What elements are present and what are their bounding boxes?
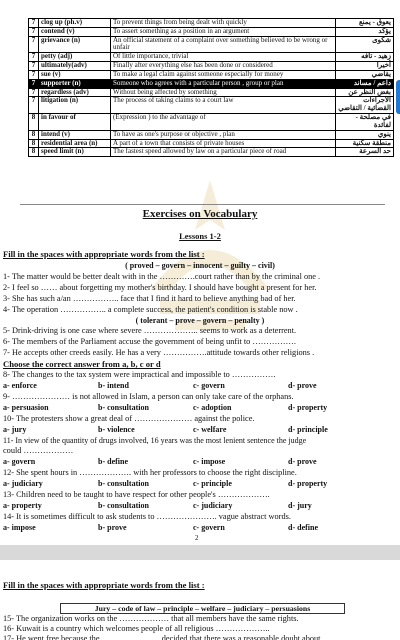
vocab-definition: The process of taking claims to a court law (111, 97, 336, 114)
vocab-arabic: حد السرعة (336, 148, 394, 157)
question-4: 4- The operation …………….. a complete success, the patient's condition is stable now . (3, 305, 298, 314)
vocab-word: ultimately(adv) (39, 62, 111, 71)
word-list-2: ( tolerant – prove – govern – penalty ) (135, 316, 265, 325)
option-c: c- govern (193, 381, 225, 390)
p2-section-title: Fill in the spaces with appropriate words from the list : (3, 580, 205, 590)
options-14 (3, 523, 383, 533)
vocab-arabic: الاجراءات القضائية / التقاضي (336, 97, 394, 114)
vocab-arabic: أخيرا (336, 62, 394, 71)
vocab-definition: Someone who agrees with a particular person , group or plan (111, 79, 336, 88)
option-d: d- principle (288, 425, 328, 434)
vocab-word: litigation (n) (39, 97, 111, 114)
section-divider (20, 204, 385, 205)
vocab-row (29, 148, 394, 157)
vocab-row (29, 79, 394, 88)
question-3: 3- She has such a/an …………….. face that I find it hard to believe anything bad of her. (3, 294, 296, 303)
vocab-definition: To have as one's purpose or objective , plan (111, 130, 336, 139)
option-a: a- govern (3, 457, 36, 466)
option-d: d- prove (288, 457, 317, 466)
option-a: a- enforce (3, 381, 37, 390)
vocab-arabic: يقاضي (336, 70, 394, 79)
vocab-word: regardless (adv) (39, 88, 111, 97)
option-a: a- property (3, 501, 42, 510)
vocab-row-number: 7 (29, 53, 39, 62)
option-d: d- prove (288, 381, 317, 390)
vocab-row (29, 130, 394, 139)
option-b: b- consultation (98, 479, 149, 488)
vocab-word: contend (v) (39, 27, 111, 36)
vocab-row-number: 7 (29, 79, 39, 88)
vocab-definition: To prevent things from being dealt with quickly (111, 19, 336, 28)
vocab-row (29, 19, 394, 28)
vocab-word: petty (adj) (39, 53, 111, 62)
options-10 (3, 425, 383, 435)
vocab-row (29, 27, 394, 36)
vocab-row-number: 7 (29, 97, 39, 114)
vocab-row (29, 97, 394, 114)
vocab-row-number: 7 (29, 27, 39, 36)
option-d: d- jury (288, 501, 312, 510)
vocab-word: supporter (n) (39, 79, 111, 88)
page-number: 2 (195, 534, 199, 542)
option-d: d- property (288, 479, 328, 488)
question-7: 7- He accepts other creeds easily. He has a very …………….attitude towards other religions . (3, 348, 315, 357)
option-b: b- violence (98, 425, 135, 434)
question-8: 8- The changes to the tax system were impractical and impossible to ……………. (3, 370, 276, 379)
p2-word-list: Jury – code of law – principle – welfare – judiciary – persuasions (60, 603, 345, 614)
vocab-arabic: منطقة سكنية (336, 139, 394, 148)
vocab-row (29, 36, 394, 53)
vocab-word: clog up (ph.v) (39, 19, 111, 28)
question-6: 6- The members of the Parliament accuse the government of being unfit to ……………. (3, 337, 296, 346)
vocab-arabic: في مصلحة - لفائدة (336, 114, 394, 131)
options-11 (3, 457, 383, 467)
vocab-row-number: 8 (29, 130, 39, 139)
vocab-row-number: 7 (29, 70, 39, 79)
vocab-word: intend (v) (39, 130, 111, 139)
options-12 (3, 479, 383, 489)
vocab-definition: Of little importance, trivial (111, 53, 336, 62)
question-15: 15- The organization works on the ……………… that all members have the same rights. (3, 614, 299, 623)
question-11-cont: could ……………… (3, 446, 74, 455)
question-1: 1- The matter would be better dealt with in the ………….court rather than by the criminal one . (3, 272, 321, 281)
vocab-word: residential area (n) (39, 139, 111, 148)
vocab-row (29, 114, 394, 131)
options-8 (3, 381, 383, 391)
option-b: b- define (98, 457, 128, 466)
vocab-row (29, 70, 394, 79)
vocab-arabic: زهيد - تافه (336, 53, 394, 62)
option-a: a- persuasion (3, 403, 49, 412)
option-c: c- principle (193, 479, 232, 488)
vocab-word: grievance (n) (39, 36, 111, 53)
vocab-definition: A part of a town that consists of private houses (111, 139, 336, 148)
question-9: 9- ………………… is not allowed in Islam, a person can only take care of the orphans. (3, 392, 294, 401)
vocab-definition: Without being affected by something (111, 88, 336, 97)
question-17: 17- He went free because the ………………… decided that there was a reasonable doubt about (3, 634, 321, 640)
vocab-row-number: 7 (29, 19, 39, 28)
question-16: 16- Kuwait is a country which welcomes people of all religious ……………….. (3, 624, 270, 633)
vocab-word: in favour of (39, 114, 111, 131)
options-13 (3, 501, 383, 511)
option-c: c- welfare (193, 425, 227, 434)
option-c: c- impose (193, 457, 226, 466)
vocab-arabic: شكوى (336, 36, 394, 53)
section1-title: Fill in the spaces with appropriate words from the list : (3, 249, 205, 259)
option-d: d- property (288, 403, 328, 412)
vocab-definition: The fastest speed allowed by law on a particular piece of road (111, 148, 336, 157)
vocab-row-number: 7 (29, 62, 39, 71)
question-5: 5- Drink-driving is one case where severe ……………….. seems to work as a deterrent. (3, 326, 297, 335)
question-11: 11- In view of the quantity of drugs involved, 16 years was the most lenient sentence the judge (3, 436, 307, 445)
vocab-definition: Finally after everything else has been done or considered (111, 62, 336, 71)
option-b: b- intend (98, 381, 129, 390)
vocab-row-number: 7 (29, 88, 39, 97)
lessons-label: Lessons 1-2 (179, 231, 221, 241)
vocab-word: speed limit (n) (39, 148, 111, 157)
vocab-arabic: داعم / مساند (336, 79, 394, 88)
option-c: c- govern (193, 523, 225, 532)
option-c: c- judiciary (193, 501, 233, 510)
word-list-1: ( proved – govern – innocent – guilty – civil) (125, 261, 275, 270)
option-a: a- jury (3, 425, 27, 434)
exercises-title: Exercises on Vocabulary (142, 208, 258, 220)
vocab-arabic: يعوق - يمنع (336, 19, 394, 28)
option-b: b- prove (98, 523, 127, 532)
option-c: c- adoption (193, 403, 232, 412)
option-b: b- consultation (98, 501, 149, 510)
option-a: a- judiciary (3, 479, 43, 488)
option-b: b- consultation (98, 403, 149, 412)
question-14: 14- It is sometimes difficult to ask students to …………………. vague abstract words. (3, 512, 291, 521)
vocab-row-number: 8 (29, 139, 39, 148)
vocabulary-table (28, 18, 394, 157)
option-d: d- define (288, 523, 318, 532)
vocab-row-number: 8 (29, 148, 39, 157)
vocab-definition: An official statement of a complaint over something believed to be wrong or unfair (111, 36, 336, 53)
worksheet-page-2 (0, 560, 400, 640)
question-13: 13- Children need to be taught to have respect for other people's ………………. (3, 490, 270, 499)
vocab-row-number: 8 (29, 114, 39, 131)
question-2: 2- I feel so …… about forgetting my mother's birthday. I should have bought a present for her. (3, 283, 317, 292)
vocab-arabic: بغض النظر عن (336, 88, 394, 97)
side-scroll-tab[interactable] (396, 80, 400, 114)
vocab-arabic: ينوي (336, 130, 394, 139)
vocab-definition: To make a legal claim against someone especially for money (111, 70, 336, 79)
options-9 (3, 403, 383, 413)
vocab-definition: To assert something as a position in an argument (111, 27, 336, 36)
question-12: 12- She spent hours in ………………. with her professors to choose the right discipline. (3, 468, 297, 477)
vocab-word: sue (v) (39, 70, 111, 79)
vocab-row-number: 7 (29, 36, 39, 53)
option-a: a- impose (3, 523, 36, 532)
vocab-arabic: يؤكد (336, 27, 394, 36)
question-10: 10- The protesters show a great deal of ………………… against the police. (3, 414, 255, 423)
vocab-definition: (Expression ) to the advantage of (111, 114, 336, 131)
section2-title: Choose the correct answer from a, b, c or d (3, 359, 161, 369)
